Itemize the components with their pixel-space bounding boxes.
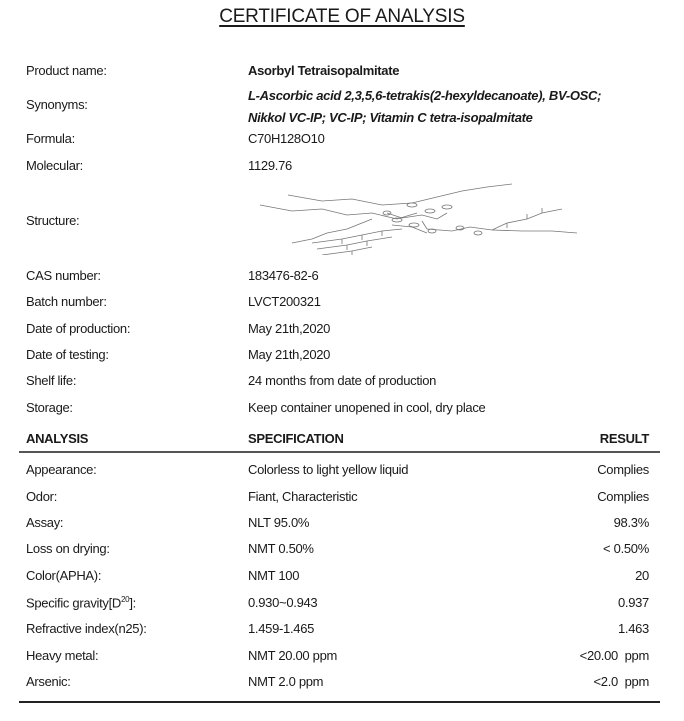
analysis-item: Assay: [26, 515, 64, 530]
cas-label: CAS number: [26, 268, 101, 283]
molecular-label: Molecular: [26, 158, 83, 173]
header-result: RESULT [599, 431, 649, 446]
analysis-result: 98.3% [613, 515, 649, 530]
product-name-label: Product name: [26, 63, 107, 78]
testing-date-value: May 21th,2020 [248, 347, 331, 362]
shelf-life-label: Shelf life: [26, 373, 77, 388]
analysis-item [26, 595, 136, 610]
analysis-item: Arsenic: [26, 674, 71, 689]
formula-value: C70H128O10 [248, 131, 325, 146]
header-divider [19, 451, 660, 453]
analysis-spec: NLT 95.0% [248, 515, 310, 530]
synonyms-line-1: L-Ascorbic acid 2,3,5,6-tetrakis(2-hexyldecanoate), BV-OSC; [248, 88, 602, 103]
document-title: CERTIFICATE OF ANALYSIS [219, 6, 465, 27]
batch-label: Batch number: [26, 294, 107, 309]
cas-value: 183476-82-6 [248, 268, 319, 283]
analysis-result: 20 [635, 568, 649, 583]
analysis-result: <2.0 ppm [593, 674, 649, 689]
analysis-item: Color(APHA): [26, 568, 102, 583]
testing-date-label: Date of testing: [26, 347, 109, 362]
product-name-value: Asorbyl Tetraisopalmitate [248, 63, 400, 78]
analysis-result: < 0.50% [603, 541, 649, 556]
analysis-spec: Colorless to light yellow liquid [248, 462, 409, 477]
analysis-spec: Fiant, Characteristic [248, 489, 358, 504]
analysis-item: Heavy metal: [26, 648, 99, 663]
production-date-label: Date of production: [26, 321, 131, 336]
footer-divider [19, 701, 660, 703]
production-date-value: May 21th,2020 [248, 321, 331, 336]
header-specification: SPECIFICATION [248, 431, 344, 446]
analysis-spec: NMT 20.00 ppm [248, 648, 338, 663]
molecular-value: 1129.76 [248, 158, 292, 173]
synonyms-label: Synonyms: [26, 97, 88, 112]
header-analysis: ANALYSIS [26, 431, 89, 446]
analysis-item: Appearance: [26, 462, 97, 477]
chemical-structure-image [252, 183, 582, 255]
analysis-item: Odor: [26, 489, 58, 504]
storage-label: Storage: [26, 400, 73, 415]
analysis-spec: NMT 100 [248, 568, 300, 583]
analysis-item: Loss on drying: [26, 541, 110, 556]
batch-value: LVCT200321 [248, 294, 321, 309]
analysis-item: Refractive index(n25): [26, 621, 147, 636]
analysis-spec: 1.459-1.465 [248, 621, 315, 636]
synonyms-line-2: Nikkol VC-IP; VC-IP; Vitamin C tetra-isopalmitate [248, 110, 533, 125]
analysis-spec: NMT 2.0 ppm [248, 674, 324, 689]
analysis-result: Complies [597, 462, 649, 477]
analysis-spec: 0.930~0.943 [248, 595, 318, 610]
item-superscript: 20 [121, 595, 130, 604]
shelf-life-value: 24 months from date of production [248, 373, 437, 388]
analysis-result: Complies [597, 489, 649, 504]
analysis-spec: NMT 0.50% [248, 541, 314, 556]
analysis-result: 0.937 [617, 595, 649, 610]
item-suffix: ]: [129, 595, 136, 611]
formula-label: Formula: [26, 131, 75, 146]
item-prefix: Specific gravity[D [26, 595, 122, 611]
storage-value: Keep container unopened in cool, dry place [248, 400, 486, 415]
analysis-result: <20.00 ppm [579, 648, 649, 663]
synonyms-value [248, 85, 601, 129]
analysis-result: 1.463 [617, 621, 649, 636]
structure-label: Structure: [26, 213, 80, 228]
